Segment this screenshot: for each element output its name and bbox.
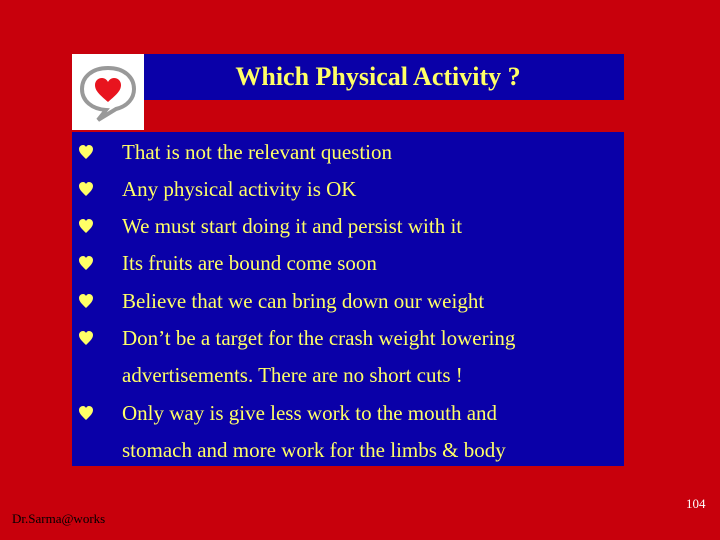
bullet-text: Don’t be a target for the crash weight lowering	[122, 326, 516, 350]
slide-title: Which Physical Activity ?	[235, 62, 521, 91]
heart-bubble-icon	[78, 64, 138, 122]
heart-icon	[78, 405, 94, 421]
title-bar	[144, 54, 624, 100]
heart-icon	[78, 144, 94, 160]
heart-icon	[78, 293, 94, 309]
heart-icon	[78, 181, 94, 197]
bullet-text: Believe that we can bring down our weight	[122, 289, 485, 313]
bullet-text: stomach and more work for the limbs & body	[122, 438, 506, 462]
heart-icon	[78, 255, 94, 271]
bullet-text: Its fruits are bound come soon	[122, 251, 377, 275]
speech-bubble-heart-logo	[72, 54, 144, 130]
heart-icon	[78, 330, 94, 346]
bullet-text: We must start doing it and persist with it	[122, 214, 463, 238]
bullet-text: Only way is give less work to the mouth and	[122, 401, 498, 425]
bullet-text: advertisements. There are no short cuts !	[122, 363, 463, 387]
bullet-text: That is not the relevant question	[122, 140, 393, 164]
footer-author: Dr.Sarma@works	[12, 511, 106, 526]
heart-icon	[78, 218, 94, 234]
page-number: 104	[686, 496, 706, 511]
bullet-text: Any physical activity is OK	[122, 177, 357, 201]
